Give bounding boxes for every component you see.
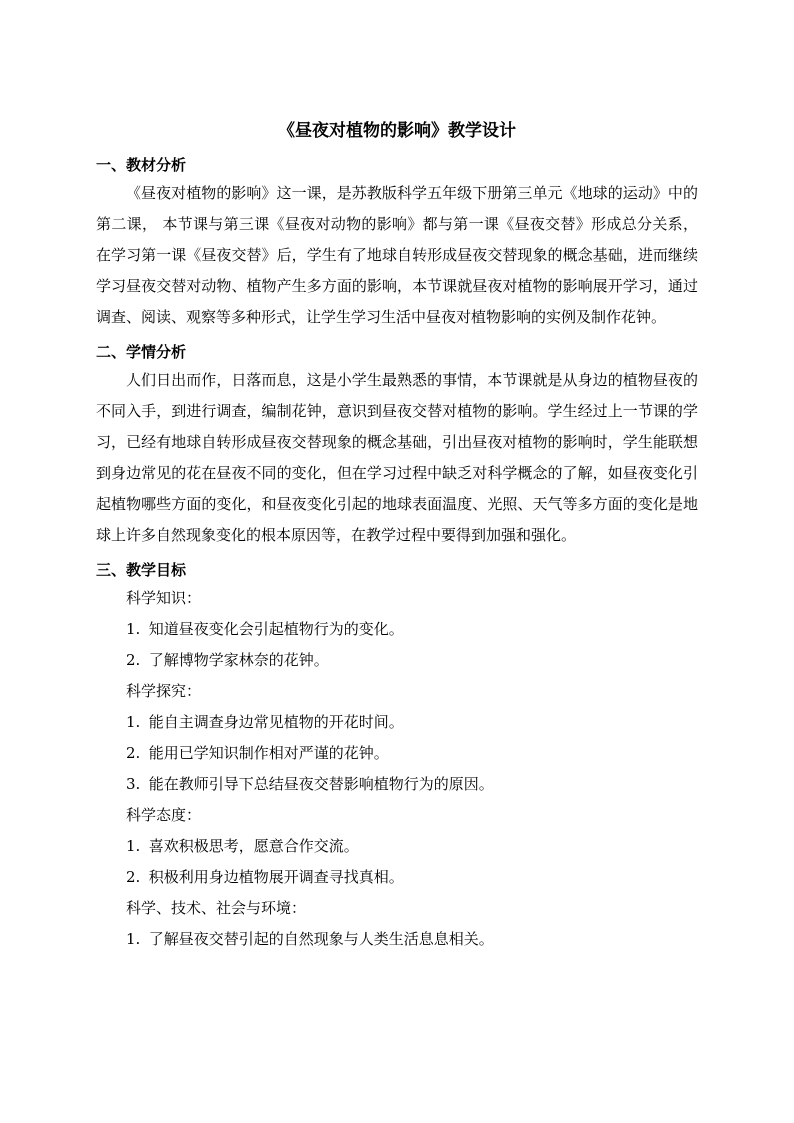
section-textbook-analysis <box>96 152 698 333</box>
goal-group-label: 科学知识： <box>126 589 202 607</box>
list-text: 能用已学知识制作相对严谨的花钟。 <box>148 744 389 762</box>
list-number: 3. <box>126 775 141 793</box>
list-text: 了解博物学家林奈的花钟。 <box>148 651 329 669</box>
list-text: 能自主调查身边常见植物的开花时间。 <box>148 713 404 731</box>
list-text: 了解昼夜交替引起的自然现象与人类生活息息相关。 <box>148 930 494 948</box>
goal-group-inquiry <box>96 676 698 800</box>
list-text: 积极利用身边植物展开调查寻找真相。 <box>148 868 404 886</box>
list-number: 1. <box>126 930 141 948</box>
list-item <box>96 862 698 893</box>
list-number: 2. <box>126 868 141 886</box>
goal-group-attitude <box>96 800 698 893</box>
list-item <box>96 707 698 738</box>
goal-group-label: 科学态度： <box>126 806 202 824</box>
goal-group-label: 科学、技术、社会与环境： <box>126 899 307 917</box>
list-number: 2. <box>126 744 141 762</box>
list-text: 能在教师引导下总结昼夜交替影响植物行为的原因。 <box>148 775 494 793</box>
list-number: 2. <box>126 651 141 669</box>
list-number: 1. <box>126 713 141 731</box>
goal-group-knowledge <box>96 583 698 676</box>
section-heading: 一、教材分析 <box>96 156 187 174</box>
list-number: 1. <box>126 620 141 638</box>
list-item <box>96 738 698 769</box>
goal-group-label: 科学探究： <box>126 682 202 700</box>
list-item <box>96 614 698 645</box>
list-text: 知道昼夜变化会引起植物行为的变化。 <box>148 620 404 638</box>
list-item <box>96 645 698 676</box>
list-item <box>96 769 698 800</box>
section-heading: 二、学情分析 <box>96 343 187 361</box>
document-title: 《昼夜对植物的影响》教学设计 <box>278 121 516 141</box>
list-item <box>96 831 698 862</box>
list-number: 1. <box>126 837 141 855</box>
goal-group-stse <box>96 893 698 955</box>
list-item <box>96 924 698 955</box>
section-teaching-goals <box>96 557 698 955</box>
section-heading: 三、教学目标 <box>96 561 187 579</box>
list-text: 喜欢积极思考，愿意合作交流。 <box>148 837 359 855</box>
section-student-analysis <box>96 339 698 551</box>
section-paragraph: 《昼夜对植物的影响》这一课，是苏教版科学五年级下册第三单元《地球的运动》中的第二课， 本节课与第三课《昼夜对动物的影响》都与第一课《昼夜交替》形成总分关系，在学习第一课《昼夜交替》后，学生有了地球自转形成昼夜交替现象的概念基础，进而继续学习昼夜交替对动物、植物产生多方面的影响，本节课就昼夜对植物的影响展开学习，通过调查、阅读、观察等多种形式，让学生学习生活中昼夜对植物影响的实例及制作花钟。 <box>96 184 698 326</box>
section-paragraph: 人们日出而作，日落而息，这是小学生最熟悉的事情，本节课就是从身边的植物昼夜的不同入手，到进行调查，编制花钟，意识到昼夜交替对植物的影响。学生经过上一节课的学习，已经有地球自转形成昼夜交替现象的概念基础，引出昼夜对植物的影响时，学生能联想到身边常见的花在昼夜不同的变化，但在学习过程中缺乏对科学概念的了解，如昼夜变化引起植物哪些方面的变化，和昼夜变化引起的地球表面温度、光照、天气等多方面的变化是地球上许多自然现象变化的根本原因等，在教学过程中要得到加强和强化。 <box>96 371 698 544</box>
